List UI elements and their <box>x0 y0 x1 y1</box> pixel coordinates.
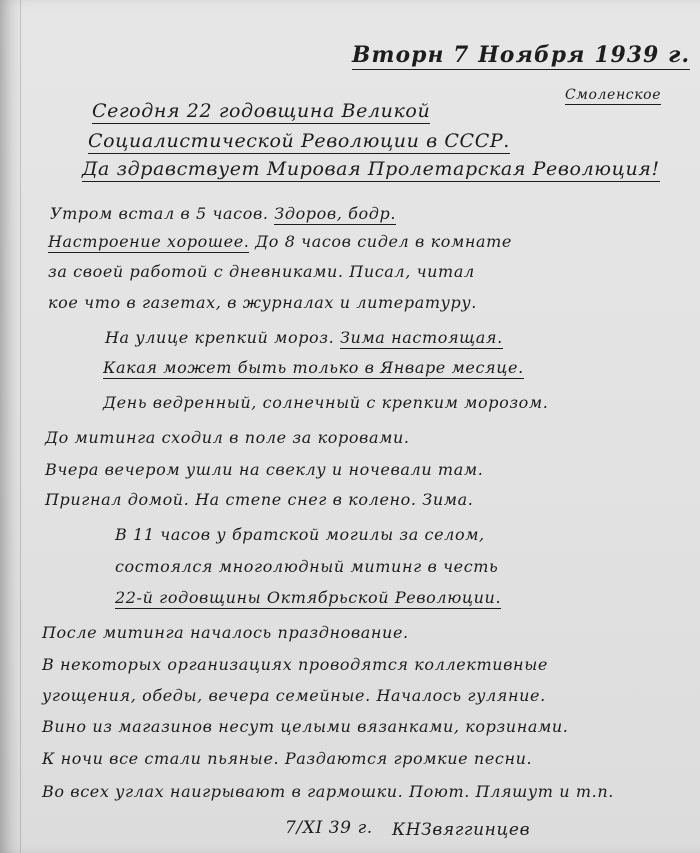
frost-text: На улице крепкий мороз. <box>105 328 335 347</box>
text-line: состоялся многолюдный митинг в честь <box>115 557 499 576</box>
text-line: Пригнал домой. На степе снег в колено. Зима. <box>45 490 474 509</box>
text-line: 22-й годовщины Октябрьской Революции. <box>115 588 502 607</box>
text-line: за своей работой с дневниками. Писал, читал <box>48 262 475 281</box>
signature: КНЗвяггинцев <box>392 820 531 840</box>
text-line <box>48 232 512 251</box>
text-line: После митинга началось празднование. <box>42 623 409 642</box>
slogan-line: Социалистической Революции в СССР. <box>88 130 510 152</box>
entry-date: Вторн 7 Ноября 1939 г. <box>352 42 691 68</box>
text-line: До митинга сходил в поле за коровами. <box>45 428 410 447</box>
text-line <box>50 204 396 223</box>
footer-date: 7/XI 39 г. <box>285 818 373 838</box>
text-line: Какая может быть только в Январе месяце. <box>103 358 524 377</box>
winter-text: Зима настоящая. <box>339 328 503 347</box>
morning-text: Утром встал в 5 часов. <box>50 204 269 223</box>
text-line: кое что в газетах, в журналах и литературу. <box>48 293 477 312</box>
entry-place: Смоленское <box>565 87 662 103</box>
slogan-line: Да здравствует Мировая Пролетарская Революция! <box>82 158 660 180</box>
health-text: Здоров, бодр. <box>274 204 397 223</box>
slogan-line: Сегодня 22 годовщина Великой <box>92 100 431 122</box>
work-text: До 8 часов сидел в комнате <box>255 232 512 251</box>
text-line <box>105 328 503 347</box>
text-line: В 11 часов у братской могилы за селом, <box>115 525 485 544</box>
text-line: Вчера вечером ушли на свеклу и ночевали там. <box>45 460 484 479</box>
text-line: Вино из магазинов несут целыми вязанками, корзинами. <box>42 717 569 736</box>
text-line: Во всех углах наигрывают в гармошки. Поют. Пляшут и т.п. <box>42 782 614 801</box>
text-line: К ночи все стали пьяные. Раздаются громкие песни. <box>42 749 533 768</box>
text-line: В некоторых организациях проводятся коллективные <box>42 655 548 674</box>
mood-text: Настроение хорошее. <box>48 232 250 251</box>
text-line: угощения, обеды, вечера семейные. Началось гуляние. <box>42 686 546 705</box>
text-line: День ведренный, солнечный с крепким морозом. <box>103 393 549 412</box>
margin-line <box>20 0 21 853</box>
